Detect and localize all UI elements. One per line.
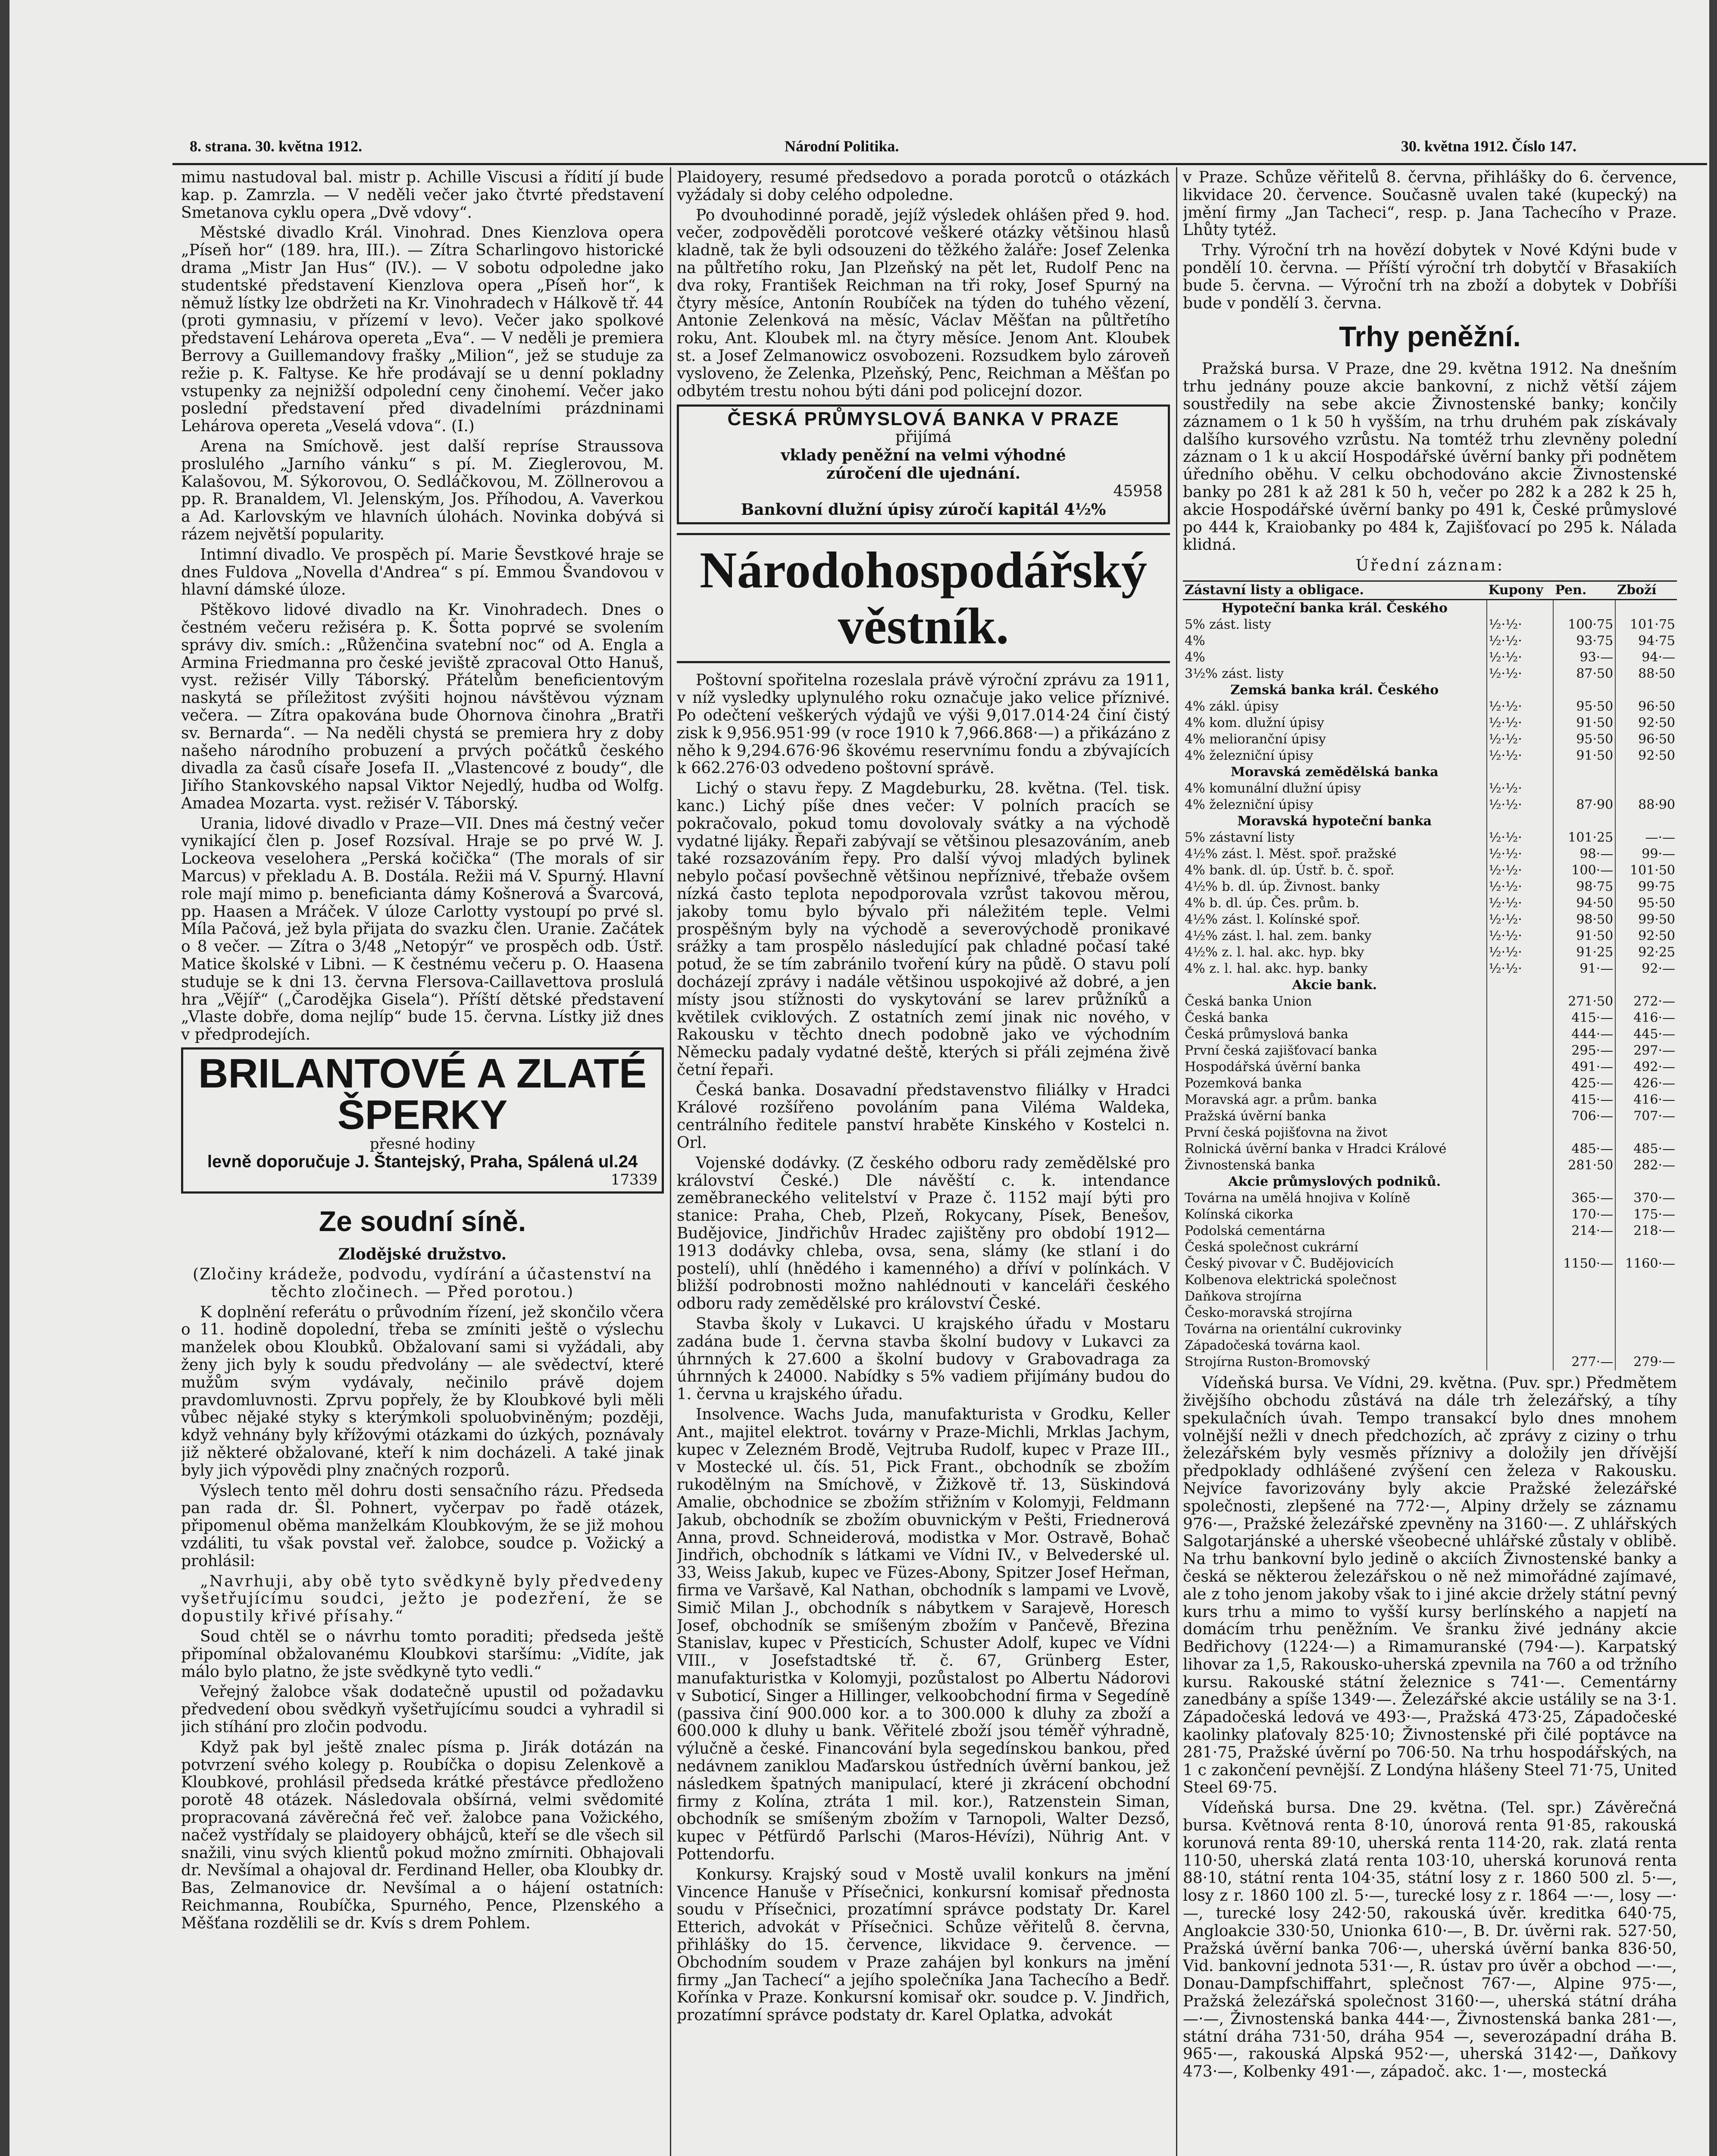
table-row — [1183, 731, 1677, 748]
bid-price: 491·— — [1553, 1059, 1615, 1075]
coupons — [1487, 1157, 1554, 1174]
bid-price: 98·75 — [1553, 879, 1615, 895]
table-row — [1183, 993, 1677, 1010]
table-row — [1183, 1305, 1677, 1321]
table-row — [1183, 600, 1677, 617]
coupons — [1487, 1321, 1554, 1338]
coupons: ½·½· — [1487, 830, 1554, 846]
security-name: 4½% zást. l. Kolínské spoř. — [1185, 912, 1360, 928]
article-paragraph: Arena na Smíchově. jest další repríse Straussova proslulého „Jarního vánku“ s pí. M. Zieglerovou, M. Kalašovou, M. Sýkorovou, O. Sedláčkovou, M. Zöllnerovou a pp. R. Branaldem, Vl. Jelenským, Jos. Příhodou, A. Vaverkou a Ad. Karlovským ve hlavních úlohách. Novinka dobývá si rázem největší popularity. — [181, 437, 664, 543]
ask-price: 92·50 — [1615, 748, 1677, 764]
ask-price: 175·— — [1615, 1206, 1677, 1223]
coupons — [1487, 1059, 1554, 1075]
coupons — [1487, 1288, 1554, 1305]
security-name: 4% železniční úpisy — [1185, 748, 1314, 764]
table-row — [1183, 1075, 1677, 1092]
coupons — [1487, 1338, 1554, 1354]
table-row — [1183, 699, 1677, 715]
coupons — [1487, 1125, 1554, 1141]
column-3 — [1183, 169, 1677, 2156]
security-name: Daňkova strojírna — [1185, 1289, 1302, 1304]
article-paragraph: Intimní divadlo. Ve prospěch pí. Marie Ševstkové hraje se dnes Fuldova „Novella d'Andrea“ s pí. Emmou Švandovou v hlavní dámské úloze. — [181, 545, 664, 599]
coupons: ½·½· — [1487, 748, 1554, 764]
ask-price — [1615, 813, 1677, 830]
bid-price: 91·50 — [1553, 748, 1615, 764]
bid-price: 444·— — [1553, 1026, 1615, 1043]
article-paragraph: mimu nastudoval bal. mistr p. Achille Viscusi a řídití jí bude kap. p. Zamrzla. — V neděli večer jako čtvrté představení Smetanova cyklu opera „Dvě vdovy“. — [181, 169, 664, 222]
table-row — [1183, 1190, 1677, 1206]
ask-price — [1615, 1288, 1677, 1305]
table-row — [1183, 633, 1677, 649]
article-paragraph: Poštovní spořitelna rozeslala právě výroční zprávu za 1911, v níž vysledky uplynulého roku označuje jako velice příznivé. Po odečtení veškerých výdajů ve výši 9,017.014·24 činí čistý zisk k 9,956.951·99 (v roce 1910 k 7,966.868·—) a přikázáno z něho k 9,294.676·96 škovému reservnímu fondu a zbývajících k 662.276·03 odvedeno poštovní správě. — [677, 671, 1170, 777]
ask-price: 492·— — [1615, 1059, 1677, 1075]
header-center: Národní Politika. — [785, 138, 899, 155]
bid-price: 87·90 — [1553, 797, 1615, 813]
coupons — [1487, 1043, 1554, 1059]
coupons — [1487, 764, 1554, 780]
coupons: ½·½· — [1487, 649, 1554, 666]
ask-price: 297·— — [1615, 1043, 1677, 1059]
security-name: 4½% zást. l. Měst. spoř. pražské — [1185, 846, 1397, 862]
ask-price: 94·— — [1615, 649, 1677, 666]
security-name: Hospodářská úvěrní banka — [1185, 1059, 1361, 1075]
table-row — [1183, 944, 1677, 961]
coupons — [1487, 1010, 1554, 1026]
ask-price: 370·— — [1615, 1190, 1677, 1206]
table-row — [1183, 1321, 1677, 1338]
article-paragraph: Veřejný žalobce však dodatečně upustil od požadavku předvedení obou svědkyň vyšetřujícímu soudci a vyhradil si jich stíhání pro zločin podvodu. — [181, 1683, 664, 1736]
ad-brand: BRILANTOVÉ A ZLATÉ ŠPERKY — [198, 1050, 647, 1138]
ask-price — [1615, 780, 1677, 797]
coupons: ½·½· — [1487, 944, 1554, 961]
table-row — [1183, 1206, 1677, 1223]
table-row — [1183, 682, 1677, 699]
bid-price: 170·— — [1553, 1206, 1615, 1223]
ask-price — [1615, 1239, 1677, 1256]
security-name: 4% b. dl. úp. Čes. prům. b. — [1185, 896, 1360, 911]
security-name: 4% zákl. úpisy — [1185, 699, 1279, 714]
bid-price: 365·— — [1553, 1190, 1615, 1206]
column-rule — [1176, 167, 1177, 2156]
header-left: 8. strana. 30. května 1912. — [190, 138, 363, 155]
coupons — [1487, 1075, 1554, 1092]
table-row — [1183, 1059, 1677, 1075]
ask-price — [1615, 682, 1677, 699]
ask-price: 88·50 — [1615, 666, 1677, 682]
security-name: Česko-moravská strojírna — [1185, 1305, 1353, 1321]
article-paragraph: Urania, lidové divadlo v Praze—VII. Dnes má čestný večer vynikající člen p. Josef Rozsíval. Hraje se po prvé W. J. Lockeova veseloherа „Perská kočička“ (The morals of sir Marcus) v překladu A. B. Dostála. Režii má V. Spurný. Hlavní role mají mimo p. beneficianta dámy Košnerová a Švarcová, pp. Haasen a Mráček. V úloze Carlotty vystoupí po prvé sl. Míla Pačová, jež byla přijata do svazku člen. Uranie. Začátek o 8 večer. — Zítra o 3/48 „Netopýr“ ve prospěch odb. Ústř. Matice školské v Libni. — K čestnému večeru p. O. Haasena studuje se k dni 13. června Flersova-Caillavettova proslulá hra „Vějíř“ („Čarodějka Gisela“). Příští dětské představení „Vlaste dobře, doma nejlíp“ bude 15. června. Lístky již dnes v předprodejích. — [181, 815, 664, 1044]
ask-price — [1615, 764, 1677, 780]
security-name: Továrna na orientální cukrovinky — [1185, 1322, 1402, 1337]
security-name: Česká průmyslová banka — [1185, 1027, 1348, 1042]
security-name: Podolská cementárna — [1185, 1223, 1326, 1239]
table-row — [1183, 813, 1677, 830]
security-name: 4½% zást. l. hal. zem. banky — [1185, 928, 1372, 944]
bid-price: 93·75 — [1553, 633, 1615, 649]
column-header: Zástavní listy a obligace. — [1183, 581, 1487, 600]
table-row — [1183, 879, 1677, 895]
table-row — [1183, 1223, 1677, 1239]
coupons — [1487, 1174, 1554, 1190]
security-name: 4% bank. dl. úp. Ústř. b. č. spoř. — [1185, 863, 1395, 878]
article-paragraph: Vídeňská bursa. Dne 29. května. (Tel. spr.) Závěrečná bursa. Květnová renta 8·10, únorová renta 91·85, rakouská korunová renta 89·10, uherská renta 114·20, rak. zlatá renta 110·50, uherská zlatá renta 103·10, uherská korunová renta 88·10, státní renta 104·35, státní losy z r. 1860 500 zl. 5·—, losy z r. 1860 100 zl. 5·—, turecké losy z r. 1864 —·—, losy —·—, turecké losy 242·50, rakouská úvěr. kreditka 640·75, Angloakcie 330·50, Unionka 610·—, B. Dr. úvěrni rak. 527·50, Pražská úvěrní banka 706·—, uherská úvěrní banka 836·50, Vid. bankovní jednota 531·—, R. ústav pro úvěr a obchod —·—, Donau-Dampfschiffahrt, splečnost 767·—, Alpine 975·—, Pražská železářská společnost 3160·—, uherská státní dráha —·—, Živnostenská banka 444·—, Živnostenská banka 281·—, státní dráha 731·50, dráha 954 —, severozápadní dráha B. 965·—, rakouská Alpská 952·—, uherská 3142·—, Daňkovy 473·—, Kolbenky 491·—, západoč. akc. 1·—, mostecká — [1183, 1799, 1677, 2081]
security-name: Kolínská cikorka — [1185, 1207, 1294, 1222]
bid-price — [1553, 1338, 1615, 1354]
coupons — [1487, 1026, 1554, 1043]
bid-price: 1150·— — [1553, 1256, 1615, 1272]
ask-price: 1160·— — [1615, 1256, 1677, 1272]
table-row — [1183, 895, 1677, 912]
article-paragraph: Česká banka. Dosavadní představenstvo filiálky v Hradci Králové rozšířeno povoláním pana Viléma Waldeka, centrálního ředitele panství hraběte Kinského v Kostelci n. Orl. — [677, 1081, 1170, 1152]
coupons — [1487, 1272, 1554, 1288]
bid-price: 214·— — [1553, 1223, 1615, 1239]
bid-price: 98·50 — [1553, 912, 1615, 928]
security-name: Akcie průmyslových podniků. — [1228, 1174, 1441, 1190]
table-row — [1183, 617, 1677, 633]
ask-price — [1615, 1272, 1677, 1288]
bid-price — [1553, 780, 1615, 797]
security-name: Česká banka — [1185, 1010, 1269, 1026]
ask-price: 99·75 — [1615, 879, 1677, 895]
table-row — [1183, 666, 1677, 682]
coupons — [1487, 1092, 1554, 1108]
security-name: Pozemková banka — [1185, 1076, 1302, 1091]
table-row — [1183, 846, 1677, 862]
economic-section-title: Národohospodářský věstník. — [677, 533, 1170, 663]
coupons: ½·½· — [1487, 617, 1554, 633]
security-name: První česká zajišťovací banka — [1185, 1043, 1377, 1059]
coupons: ½·½· — [1487, 699, 1554, 715]
security-name: 3½% zást. listy — [1185, 666, 1284, 682]
coupons: ½·½· — [1487, 666, 1554, 682]
article-paragraph: Výslech tento měl dohru dosti sensačního rázu. Předseda pan rada dr. Šl. Pohnert, vyčerpav po řadě otázek, připomenul oběma manželkám Kloubkovým, že se již mohou vzdáliti, tu však povstal veř. žalobce, soudce p. Vožický a prohlásil: — [181, 1482, 664, 1570]
ad-line: vklady peněžní na velmi výhodné — [781, 446, 1066, 465]
bid-price: 271·50 — [1553, 993, 1615, 1010]
header-right: 30. května 1912. Číslo 147. — [1401, 138, 1577, 155]
court-section-title: Ze soudní síně. — [319, 1205, 526, 1238]
security-name: Hypoteční banka král. Českého — [1221, 601, 1448, 616]
bid-price: 415·— — [1553, 1092, 1615, 1108]
ask-price: 279·— — [1615, 1354, 1677, 1370]
table-row — [1183, 1043, 1677, 1059]
table-row — [1183, 928, 1677, 944]
security-name: 4% — [1185, 633, 1205, 649]
coupons: ½·½· — [1487, 731, 1554, 748]
bid-price — [1553, 1288, 1615, 1305]
bank-advertisement — [677, 404, 1170, 524]
security-name: 4½% b. dl. úp. Živnost. banky — [1185, 879, 1380, 895]
coupons: ½·½· — [1487, 846, 1554, 862]
table-row — [1183, 1026, 1677, 1043]
bid-price: 281·50 — [1553, 1157, 1615, 1174]
article-paragraph: Trhy. Výroční trh na hovězí dobytek v Nové Kdýni bude v pondělí 10. června. — Příští výroční trh dobytčí v Břasakiích bude 5. června. — Výroční trh na zboží a dobytek v Dobříši bude v pondělí 3. června. — [1183, 241, 1677, 312]
ask-price — [1615, 1174, 1677, 1190]
ask-price: 92·50 — [1615, 715, 1677, 731]
bid-price: 100·75 — [1553, 617, 1615, 633]
coupons — [1487, 1108, 1554, 1125]
market-table — [1183, 580, 1677, 1370]
bid-price — [1553, 682, 1615, 699]
ad-line: levně doporučuje J. Štantejský, Praha, Spálená ul.24 — [207, 1152, 638, 1172]
security-name: První česká pojišťovna na život — [1185, 1125, 1388, 1141]
article-paragraph: Soud chtěl se o návrhu tomto poraditi; předseda ještě připomínal obžalovanému Kloubkovi staršímu: „Vidíte, jak málo bylo platno, že jste svědkyně tyto vedli.“ — [181, 1627, 664, 1681]
column-1 — [181, 169, 664, 2156]
bid-price — [1553, 813, 1615, 830]
security-name: Moravská agr. a prům. banka — [1185, 1092, 1377, 1108]
security-name: Kolbenova elektrická společnost — [1185, 1272, 1397, 1288]
bid-price: 91·50 — [1553, 715, 1615, 731]
table-row — [1183, 1354, 1677, 1370]
bid-price: 415·— — [1553, 1010, 1615, 1026]
ask-price: 99·50 — [1615, 912, 1677, 928]
security-name: Strojírna Ruston-Bromovský — [1185, 1354, 1370, 1370]
ad-line: Bankovní dlužní úpisy zúročí kapitál 4½% — [741, 501, 1106, 519]
ask-price — [1615, 1338, 1677, 1354]
table-row — [1183, 1010, 1677, 1026]
article-paragraph: Stavba školy v Lukavci. U krajského úřadu v Mostaru zadána bude 1. června stavba školní budovy v Lukavci za úhrnných k 27.600 a školní budovy v Grabovadraga za úhrnných k 24000. Nabídky s 5% vadiem přijímány budou do 1. června u krajského úřadu. — [677, 1315, 1170, 1404]
coupons — [1487, 600, 1554, 617]
column-header: Zboží — [1615, 581, 1677, 600]
coupons: ½·½· — [1487, 912, 1554, 928]
market-table-body — [1183, 600, 1677, 1371]
bid-price — [1553, 1239, 1615, 1256]
column-rule — [670, 167, 671, 2156]
coupons — [1487, 1206, 1554, 1223]
article-paragraph: Insolvence. Wachs Juda, manufakturista v Grodku, Keller Ant., majitel elektrot. továrny v Praze-Michli, Mrklas Jachym, kupec v Zelezném Brodě, Vejtruba Rudolf, kupec v Praze III., v Mostecké ul. čís. 51, Pick Frant., obchodník se zbožím rukodělným na Smíchově, v Žižkově tř. 13, Süskindová Amalie, obchodnice se zbožím střižním v Kolomyji, Feldmann Jakub, obchodník se zbožím obuvnickým v Pešti, Friednerová Anna, provd. Schneiderová, modistka v Mor. Ostravě, Bohač Jindřich, obchodník s látkami ve Vídni IV., v Belvederské ul. 33, Weiss Jakub, kupec ve Füzes-Abony, Spitzer Josef Heřman, firma ve Varšavě, Kal Nathan, obchodník s lampami ve Lvově, Simič Milan J., obchodník s nábytkem v Sarajevě, Horesch Josef, obchodník se smíšeným zbožím v Pančevě, Březina Stanislav, kupec v Přesticích, Schuster Adolf, kupec ve Vídni VIII., v Josefstadtské tř. č. 67, Grünberg Ester, manufakturistka v Kolomyji, pozůstalost po Albertu Nádorovi v Suboticí, Singer a Hillinger, velkoobchodní firma v Segedíně (passiva činí 900.000 kor. a to 300.000 k dluhy za zboží a 600.000 k dluhy u bank. Věřitelé zboží jsou téměř výhradně, výlučně a české. Financování byla segedínskou bankou, před nedávnem zaniklou Maďarskou ústředních úvěrní bankou, jež následkem špatných manipulací, které ji zkrácení obchodní firmy z Kolína, ztráta 1 mil. kor.), Ratzenstein Siman, obchodník se smíšeným zbožím v Tarnopoli, Walter Dezső, kupec v Pétfürdő Parlschi (Maros-Hévízi), Nührig Ant. v Pottendorfu. — [677, 1406, 1170, 1863]
article-paragraph: Po dvouhodinné poradě, jejíž výsledek ohlášen před 9. hod. večer, zodpověděli porotcové veškeré otázky většinou hlasů kladně, tak že byli odsouzeni do těžkého žaláře: Josef Zelenka na půltřetího roku, Jan Plzeňský na pět let, Rudolf Penc na dva roky, František Reichman na tři roky, Josef Spurný na čtyry měsíce, Antonín Roubíček na týden do tuhého vězení, Antonie Zelenková na měsíc, Václav Měšťan na půltřetího roku, Ant. Kloubek ml. na čtyry měsíce. Jenom Ant. Kloubek st. a Josef Zelmanowicz osvobozeni. Rozsudkem bylo zároveň vysloveno, že Zelenka, Plzeňský, Penc, Reichman a Měšťan po odbytém trestu nohou býti dáni pod policejní dozor. — [677, 206, 1170, 400]
table-row — [1183, 1338, 1677, 1354]
ask-price: 272·— — [1615, 993, 1677, 1010]
security-name: Továrna na umělá hnojiva v Kolíně — [1185, 1191, 1411, 1206]
table-row — [1183, 764, 1677, 780]
table-row — [1183, 961, 1677, 977]
bid-price — [1553, 1272, 1615, 1288]
ask-price: 88·90 — [1615, 797, 1677, 813]
coupons: ½·½· — [1487, 928, 1554, 944]
ask-price: 95·50 — [1615, 895, 1677, 912]
market-table-header — [1183, 581, 1677, 600]
table-row — [1183, 715, 1677, 731]
scan-edge-left — [0, 0, 9, 2156]
table-row — [1183, 1125, 1677, 1141]
bid-price — [1553, 1321, 1615, 1338]
ask-price: 94·75 — [1615, 633, 1677, 649]
table-row — [1183, 1272, 1677, 1288]
bid-price — [1553, 977, 1615, 993]
article-paragraph: Když pak byl ještě znalec písma p. Jirák dotázán na potvrzení svého kolegy p. Roubíčka o dopisu Zelenkově a Kloubkové, prohlásil předseda krátké přestávce předloženo porotě 48 otázek. Následovala obšírná, velmi svědomité propracovaná závěrečná řeč veř. žalobce pana Vožického, načež vystřídaly se plaidoyery obhájců, kteří se dle všech sil snažili, vinu svých klientů pokud možno zmírniti. Obhajovali dr. Nevšímal a ohajoval dr. Ferdinand Heller, oba Kloubky dr. Bas, Zelmanovice dr. Nevšímal a o hájení ostatních: Reichmanna, Roubíčka, Spurného, Pence, Plzenského a Měšťana rozdělili se dr. Kvís s drem Pohlem. — [181, 1738, 664, 1932]
security-name: Pražská úvěrní banka — [1185, 1109, 1326, 1124]
coupons — [1487, 1305, 1554, 1321]
ask-price: —·— — [1615, 830, 1677, 846]
security-name: 4% kom. dlužní úpisy — [1185, 715, 1324, 731]
security-name: Česká společnost cukrární — [1185, 1240, 1358, 1255]
coupons: ½·½· — [1487, 879, 1554, 895]
ask-price: 92·— — [1615, 961, 1677, 977]
bid-price — [1553, 1125, 1615, 1141]
bid-price: 100·— — [1553, 862, 1615, 879]
coupons — [1487, 1190, 1554, 1206]
jewelry-advertisement — [181, 1047, 664, 1194]
ad-line: zúročení dle ujednání. — [826, 464, 1021, 483]
table-row — [1183, 862, 1677, 879]
security-name: 5% zást. listy — [1185, 617, 1271, 633]
ask-price: 101·75 — [1615, 617, 1677, 633]
ask-price: 282·— — [1615, 1157, 1677, 1174]
coupons: ½·½· — [1487, 961, 1554, 977]
bid-price: 95·50 — [1553, 699, 1615, 715]
ask-price: 92·25 — [1615, 944, 1677, 961]
bid-price — [1553, 1305, 1615, 1321]
bid-price: 277·— — [1553, 1354, 1615, 1370]
security-name: 5% zástavní listy — [1185, 830, 1295, 846]
scan-edge-right — [1709, 0, 1717, 2156]
coupons — [1487, 1354, 1554, 1370]
column-header: Kupony — [1487, 581, 1554, 600]
bid-price — [1553, 1174, 1615, 1190]
article-paragraph: Pražská bursa. V Praze, dne 29. května 1912. Na dnešním trhu jednány pouze akcie bankovní, z nichž větší zájem soustředily na sebe akcie Živnostenské banky; končily záznamem o 1 k 50 h vyšším, na trhu druhém pak získávaly dalšího kursového vzrůstu. Na tomtéž trhu zlevněny polední záznam o 1 k u akcií Hospodářské úvěrní banky při podnětem úředního oběhu. V celku obchodováno akcie Živnostenské banky po 281 k až 281 k 50 h, večer po 282 k a 282 k 25 h, akcie Hospodářské úvěrní banky po 491 k, České průmyslové po 444 k, Kraiobanky po 484 k, Zajišťovací po 295 k. Nálada klidná. — [1183, 360, 1677, 554]
security-name: Západočeská továrna kaol. — [1185, 1338, 1360, 1354]
bid-price: 485·— — [1553, 1141, 1615, 1157]
ask-price: 218·— — [1615, 1223, 1677, 1239]
bid-price: 95·50 — [1553, 731, 1615, 748]
ask-price: 445·— — [1615, 1026, 1677, 1043]
security-name: Akcie bank. — [1292, 978, 1377, 993]
ask-price — [1615, 1305, 1677, 1321]
page-header — [190, 137, 1698, 154]
article-paragraph: Vídeňská bursa. Ve Vídni, 29. května. (Puv. spr.) Předmětem živějšího obchodu zůstává na dále trh železářský, a tíhy spekulačních úvah. Tempo transakcí bylo dnes mnohem volnější nežli v dnech předchozích, ač zprávy z ciziny o trhu železářském byly vesměs příznivy a doložily jen dřívější předpoklady odhlášené zvýšení cen železa v Rakousku. Nejvíce favorizovány byly akcie Pražské železářské společnosti, zlepšené na 772·—, Alpiny držely se záznamu 976·—, Pražské železářské zpevněny na 3160·—. Z uhlářských Salgotarjánské a uherské všeobecné uhlářské zůstaly v oblibě. Na trhu bankovní bylo jedině o akciích Živnostenské banky a česká se některou železářskou o ně než mimořádné zajímavé, ale z toho jenom jakoby však to i jiné akcie držely státní pevný kurs trhu a mimo to vyšší kursy berlínského a napjetí na domácím trhu peněžním. Ve šranku živé jednány akcie Bedřichovy (1224·—) a Rimamuranské (794·—). Karpatský lihovar za 1,5, Rakousko-uherská zpevnila na 760 a od tržního kursu. Rakouské státní železnice s 741·—. Cementárny zanedbány a spíše 1349·—. Železářské akcie ustálily se na 3·1. Západočeská ledová ve 493·—, Pražská 473·25, Západočeské kaolinky plaťovaly 825·10; Živnostenské při čilé poptávce na 281·75, Pražské úvěrní po 706·50. Na trhu hospodářských, na 1 c zakončení pevnější. Z Londýna hlášeny Steel 71·75, United Steel 69·75. — [1183, 1374, 1677, 1797]
coupons: ½·½· — [1487, 633, 1554, 649]
bid-price: 91·— — [1553, 961, 1615, 977]
coupons: ½·½· — [1487, 862, 1554, 879]
article-quote: „Navrhuji, aby obě tyto svědkyně byly předvedeny vyšetřujícímu soudci, ježto je podezření, že se dopustily křivé přísahy.“ — [181, 1572, 664, 1626]
security-name: 4% železniční úpisy — [1185, 797, 1314, 813]
security-name: Zemská banka král. Českého — [1230, 683, 1439, 698]
article-paragraph: Lichý o stavu řepy. Z Magdeburku, 28. května. (Tel. tisk. kanc.) Lichý píše dnes večer: V polních pracích se pokračovalo, pokud tomu dovolovaly svátky a na východě vydatné lijáky. Řepaři zabývají se většinou plesazováním, aneb také rozsazováním řepy. Pro další vývoj mladých bylinek nebylo počasí povšechně většinou nepříznivé, třebaže ovšem nízká často teplota nepodporovala vzrůst takovou měrou, jakoby tomu bylo bývalo při náležitém teple. Velmi prospěšným byly na východě a severovýchodě pronikavé srážky a tam prospělo následující pak chladné počasí také potud, že se tím zabránilo tvoření kúry na půdě. O stavu polí docházejí zprávy i nadále většinou uspokojivé až dobré, a jen místy jsou stížnosti do vyskytování se larev průžníků a květilek cviklových. Z ostatních zemí jinak nic nového, v Rakousku v těchto dnech podobně jako ve východním Německu padaly vydatné deště, kterých si přáli zejména živě četní řepaři. — [677, 780, 1170, 1079]
table-row — [1183, 912, 1677, 928]
table-row — [1183, 649, 1677, 666]
security-name: Český pivovar v Č. Budějovicích — [1185, 1256, 1394, 1272]
article-paragraph: Vojenské dodávky. (Z českého odboru rady zemědělské pro království České.) Dle návěští c. k. intendance zeměbraneckého velitelství v Praze č. 1152 mají býti pro stanice: Praha, Cheb, Plzeň, Rokycany, Písek, Benešov, Budějovice, Jindřichův Hradec zajištěny pro období 1912—1913 dodávky chleba, ovsa, sena, slámy (ke stlaní i do postelí), uhlí (hnědého i kamenného) a dříví v polínkách. V bližší podrobnosti možno nahlédnouti v kanceláři českého odboru rady zemědělské pro království České. — [677, 1154, 1170, 1313]
coupons — [1487, 993, 1554, 1010]
column-2 — [677, 169, 1170, 2156]
security-name: Moravská zemědělská banka — [1230, 765, 1439, 780]
coupons — [1487, 1239, 1554, 1256]
article-paragraph: K doplnění referátu o průvodním řízení, jež skončilo včera o 11. hodině dopolední, třeba se zmíniti ještě o výslechu manželek obou Kloubků. Obžalovaní sami si vyžádali, aby ženy jich byly k soudu předvolány — ale svědectví, které mužům svým vydávaly, nečinilo právě dojem pravdomluvnosti. Zprvu popřely, že by Kloubkové byli měli vůbec nějaké styky s kterýmkoli spoluobviněným; později, když vehnány byly křížovými otázkami do úzkých, poznávaly již některé obžalované, kteří k nim docházeli. A také jinak byly jich výpovědi plny značných rozporů. — [181, 1303, 664, 1479]
table-row — [1183, 1239, 1677, 1256]
court-article-title: Zlodějské družstvo. — [338, 1245, 507, 1264]
official-record-label: Úřední záznam: — [1355, 557, 1504, 575]
bid-price: 101·25 — [1553, 830, 1615, 846]
bid-price: 87·50 — [1553, 666, 1615, 682]
table-row — [1183, 830, 1677, 846]
security-name: 4% komunální dlužní úpisy — [1185, 781, 1361, 796]
ad-line: přijímá — [895, 428, 952, 446]
bid-price — [1553, 764, 1615, 780]
coupons — [1487, 1223, 1554, 1239]
article-paragraph: Pštěkovo lidové divadlo na Kr. Vinohradech. Dnes o čestném večeru režiséra p. K. Šotta poprvé se svolením správy div. smích.: „Růženčina svatební noc“ od A. Engla a Armina Friedmanna pro české jeviště zpracoval Otto Hanuš, vyst. režisér Villy Táborský. Přátelům beneficientovým naskytá se příležitost zvýšiti hojnou návštěvou význam večera. — Zítra opakována bude Ohornova činohra „Bratři sv. Bernarda“. — Na neděli chystá se premiera hry z doby našeho národního probuzení a prvých počátků českého divadla za časů císaře Josefa II. „Vlastencové z boudy“, dle Jiřího Stankovského napsal Viktor Nejedlý, hudba od Wolfg. Amadea Mozarta. vyst. režisér V. Táborský. — [181, 601, 664, 812]
ask-price — [1615, 600, 1677, 617]
bid-price: 98·— — [1553, 846, 1615, 862]
table-row — [1183, 1174, 1677, 1190]
coupons: ½·½· — [1487, 797, 1554, 813]
table-row — [1183, 977, 1677, 993]
ask-price: 96·50 — [1615, 699, 1677, 715]
table-row — [1183, 780, 1677, 797]
table-row — [1183, 1288, 1677, 1305]
bid-price: 706·— — [1553, 1108, 1615, 1125]
security-name: Česká banka Union — [1185, 994, 1312, 1009]
bid-price — [1553, 600, 1615, 617]
ask-price — [1615, 1321, 1677, 1338]
ask-price: 92·50 — [1615, 928, 1677, 944]
table-row — [1183, 1157, 1677, 1174]
security-name: Rolnická úvěrní banka v Hradci Králové — [1185, 1141, 1447, 1157]
ad-bank-name: ČESKÁ PRŮMYSLOVÁ BANKA V PRAZE — [727, 408, 1120, 430]
article-paragraph: Městské divadlo Král. Vinohrad. Dnes Kienzlova opera „Píseň hor“ (189. hra, III.). — Zítra Scharlingovo historické drama „Mistr Jan Hus“ (IV.). — V sobotu odpoledne jako studentské představení Kienzlova opera „Píseň hor“, k němuž lístky lze obdržeti na Kr. Vinohradech v Hálkově tř. 44 (proti gymnasiu, v přízemí v levo). Večer jako spolkové představení Lehárova opereta „Eva“. — V neděli je premiera Berrovy a Guillemandovy frašky „Milion“, jež se studuje za režie p. K. Faltyse. Ke hře prodávají se u denní pokladny vstupenky za nejnižší odpolední ceny činohemí. Večer jako poslední představení před divadelními prázdninami Lehárova opereta „Veselá vdova“. (I.) — [181, 224, 664, 436]
article-paragraph: Konkursy. Krajský soud v Mostě uvalil konkurs na jmění Vincence Hanuše v Přísečnici, konkursní komisař přednosta soudu v Přísečnici, prozatímní správce podstaty Dr. Karel Etterich, advokát v Přísečnici. Schůze věřitelů 8. června, přihlášky do 15. července, likvidace 9. července. — Obchodním soudem v Praze zahájen byl konkurs na jmění firmy „Jan Tachecí“ a jejího společníka Jana Tachecího a Bedř. Kořínka v Praze. Konkursní komisař okr. soudce p. V. Jindřich, prozatímní správce podstaty dr. Karel Oplatka, advokát — [677, 1865, 1170, 2024]
bid-price: 91·50 — [1553, 928, 1615, 944]
money-markets-title: Trhy peněžní. — [1339, 320, 1521, 353]
bid-price: 91·25 — [1553, 944, 1615, 961]
table-row — [1183, 1092, 1677, 1108]
table-row — [1183, 1108, 1677, 1125]
article-paragraph: Plaidoyery, resumé předsedovo a porada porotců o otázkách vyžádaly si doby celého odpoledne. — [677, 169, 1170, 204]
coupons: ½·½· — [1487, 780, 1554, 797]
security-name: Moravská hypoteční banka — [1237, 814, 1432, 829]
ask-price: 99·— — [1615, 846, 1677, 862]
ask-price — [1615, 977, 1677, 993]
ask-price: 96·50 — [1615, 731, 1677, 748]
ask-price: 426·— — [1615, 1075, 1677, 1092]
coupons: ½·½· — [1487, 715, 1554, 731]
ad-code: 17339 — [610, 1171, 657, 1189]
bid-price: 94·50 — [1553, 895, 1615, 912]
security-name: 4% melioranční úpisy — [1185, 732, 1326, 747]
table-row — [1183, 1256, 1677, 1272]
court-article-subtitle: (Zločiny krádeže, podvodu, vydírání a účastenství na těchto zločinech. — Před porotou.) — [193, 1266, 652, 1301]
coupons — [1487, 1256, 1554, 1272]
ask-price: 707·— — [1615, 1108, 1677, 1125]
security-name: 4% z. l. hal. akc. hyp. banky — [1185, 961, 1368, 977]
article-paragraph: v Praze. Schůze věřitelů 8. června, přihlášky do 6. července, likvidace 20. července. Současně uvalen také (kupecký) na jmění firmy „Jan Tacheci“, resp. p. Jana Tachecího v Praze. Lhůty tytéž. — [1183, 169, 1677, 239]
coupons: ½·½· — [1487, 895, 1554, 912]
security-name: 4½% z. l. hal. akc. hyp. bky — [1185, 945, 1364, 960]
header-rule — [172, 163, 1707, 165]
coupons — [1487, 1141, 1554, 1157]
security-name: Živnostenská banka — [1185, 1158, 1315, 1173]
bid-price: 295·— — [1553, 1043, 1615, 1059]
security-name: 4% — [1185, 650, 1205, 665]
column-header: Pen. — [1553, 581, 1615, 600]
ask-price: 416·— — [1615, 1092, 1677, 1108]
ask-price: 101·50 — [1615, 862, 1677, 879]
bid-price: 93·— — [1553, 649, 1615, 666]
ad-subtitle: přesné hodiny — [369, 1135, 475, 1153]
bid-price: 425·— — [1553, 1075, 1615, 1092]
table-row — [1183, 1141, 1677, 1157]
ad-code: 45958 — [1113, 483, 1163, 501]
table-row — [1183, 797, 1677, 813]
ask-price — [1615, 1125, 1677, 1141]
ask-price: 416·— — [1615, 1010, 1677, 1026]
coupons — [1487, 977, 1554, 993]
coupons — [1487, 682, 1554, 699]
coupons — [1487, 813, 1554, 830]
ask-price: 485·— — [1615, 1141, 1677, 1157]
table-row — [1183, 748, 1677, 764]
